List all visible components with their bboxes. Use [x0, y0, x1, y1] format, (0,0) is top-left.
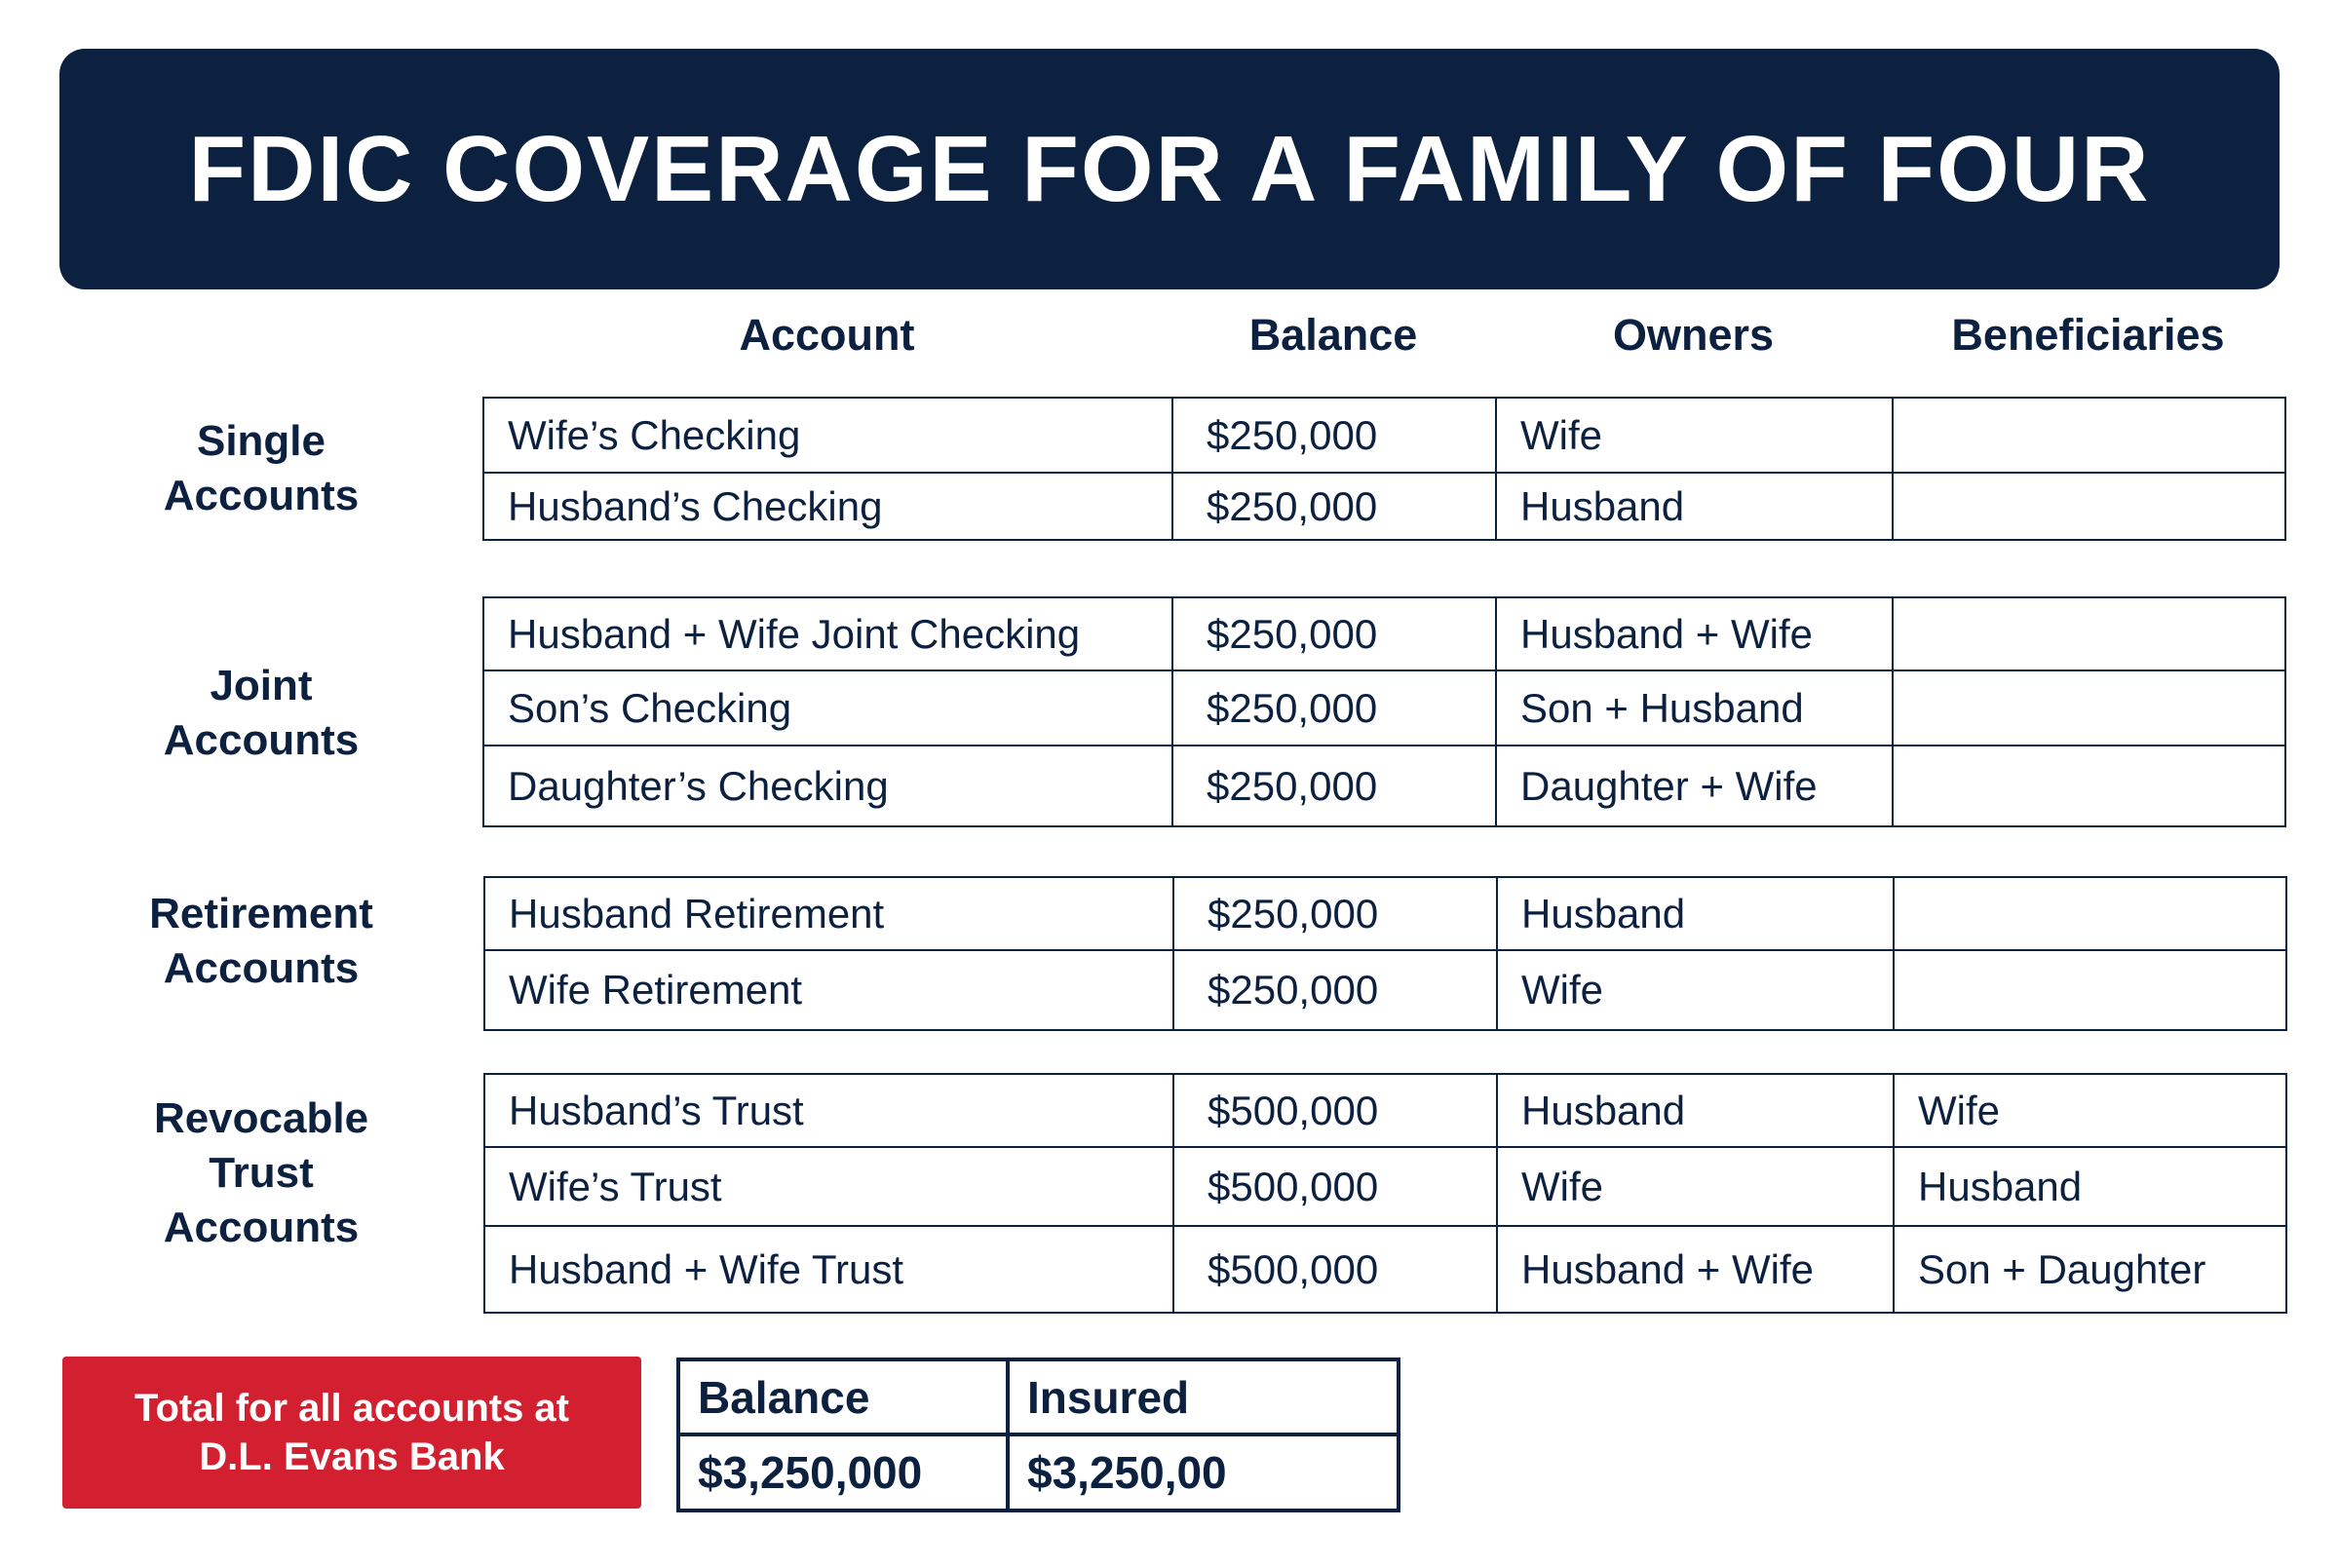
group-label-joint: [96, 659, 427, 768]
column-header-owners: Owners: [1612, 310, 1775, 360]
table-row: [484, 1074, 2286, 1147]
column-header-account: Account: [739, 310, 915, 360]
column-header-beneficiaries: Beneficiaries: [1951, 310, 2225, 360]
totals-balance-value: $3,250,000: [678, 1434, 1008, 1511]
table-row: [483, 746, 2285, 826]
account-cell: Wife Retirement: [484, 950, 1173, 1030]
account-cell: Son’s Checking: [483, 670, 1172, 746]
beneficiaries-cell: [1893, 746, 2285, 826]
owners-cell: Wife: [1497, 950, 1894, 1030]
owners-cell: Husband: [1497, 1074, 1894, 1147]
balance-cell: $250,000: [1173, 950, 1497, 1030]
single-accounts-table: [482, 397, 2286, 541]
balance-cell: $500,000: [1173, 1226, 1497, 1313]
table-row: [484, 877, 2286, 950]
table-row: [484, 1147, 2286, 1226]
totals-insured-value: $3,250,00: [1008, 1434, 1399, 1511]
table-row: [483, 670, 2285, 746]
group-label-line: Trust: [209, 1149, 314, 1197]
balance-cell: $250,000: [1172, 473, 1496, 540]
beneficiaries-cell: Wife: [1894, 1074, 2286, 1147]
account-cell: Husband Retirement: [484, 877, 1173, 950]
owners-cell: Husband: [1496, 473, 1893, 540]
group-label-line: Retirement: [149, 890, 373, 937]
balance-cell: $250,000: [1172, 670, 1496, 746]
group-label-line: Revocable: [153, 1094, 369, 1142]
account-cell: Husband’s Trust: [484, 1074, 1173, 1147]
account-cell: Husband’s Checking: [483, 473, 1172, 540]
table-row: [483, 398, 2285, 473]
title-banner: [59, 49, 2280, 289]
group-label-line: Joint: [210, 662, 313, 709]
revocable-trust-accounts-table: [483, 1073, 2287, 1314]
owners-cell: Wife: [1497, 1147, 1894, 1226]
totals-table: [676, 1358, 1400, 1512]
total-label-line: Total for all accounts at: [134, 1387, 569, 1430]
owners-cell: Son + Husband: [1496, 670, 1893, 746]
account-cell: Wife’s Trust: [484, 1147, 1173, 1226]
owners-cell: Daughter + Wife: [1496, 746, 1893, 826]
column-header-balance: Balance: [1248, 310, 1418, 360]
total-label-box: [62, 1357, 641, 1509]
owners-cell: Husband: [1497, 877, 1894, 950]
balance-cell: $500,000: [1173, 1074, 1497, 1147]
group-label-line: Accounts: [163, 472, 360, 519]
owners-cell: Husband + Wife: [1496, 597, 1893, 670]
balance-cell: $250,000: [1172, 746, 1496, 826]
joint-accounts-table: [482, 596, 2286, 827]
total-label-line: D.L. Evans Bank: [199, 1435, 505, 1478]
group-label-line: Accounts: [163, 716, 360, 764]
retirement-accounts-table: [483, 876, 2287, 1031]
page-title: FDIC COVERAGE FOR A FAMILY OF FOUR: [188, 116, 2151, 221]
table-row: [484, 950, 2286, 1030]
beneficiaries-cell: [1893, 670, 2285, 746]
group-label-revocable-trust: [96, 1091, 427, 1255]
account-cell: Husband + Wife Trust: [484, 1226, 1173, 1313]
beneficiaries-cell: Husband: [1894, 1147, 2286, 1226]
group-label-single: [96, 414, 427, 523]
balance-cell: $250,000: [1173, 877, 1497, 950]
account-cell: Wife’s Checking: [483, 398, 1172, 473]
table-row: [483, 473, 2285, 540]
totals-header-row: [678, 1359, 1399, 1434]
table-row: [483, 597, 2285, 670]
beneficiaries-cell: [1894, 877, 2286, 950]
totals-value-row: [678, 1434, 1399, 1511]
beneficiaries-cell: [1893, 398, 2285, 473]
beneficiaries-cell: Son + Daughter: [1894, 1226, 2286, 1313]
owners-cell: Wife: [1496, 398, 1893, 473]
account-cell: Husband + Wife Joint Checking: [483, 597, 1172, 670]
account-cell: Daughter’s Checking: [483, 746, 1172, 826]
beneficiaries-cell: [1893, 473, 2285, 540]
group-label-line: Accounts: [163, 944, 360, 992]
group-label-line: Single: [196, 417, 326, 465]
beneficiaries-cell: [1893, 597, 2285, 670]
beneficiaries-cell: [1894, 950, 2286, 1030]
group-label-retirement: [96, 887, 427, 996]
group-label-line: Accounts: [163, 1204, 360, 1251]
owners-cell: Husband + Wife: [1497, 1226, 1894, 1313]
balance-cell: $250,000: [1172, 597, 1496, 670]
balance-cell: $250,000: [1172, 398, 1496, 473]
table-row: [484, 1226, 2286, 1313]
balance-cell: $500,000: [1173, 1147, 1497, 1226]
totals-balance-header: Balance: [678, 1359, 1008, 1434]
totals-insured-header: Insured: [1008, 1359, 1399, 1434]
